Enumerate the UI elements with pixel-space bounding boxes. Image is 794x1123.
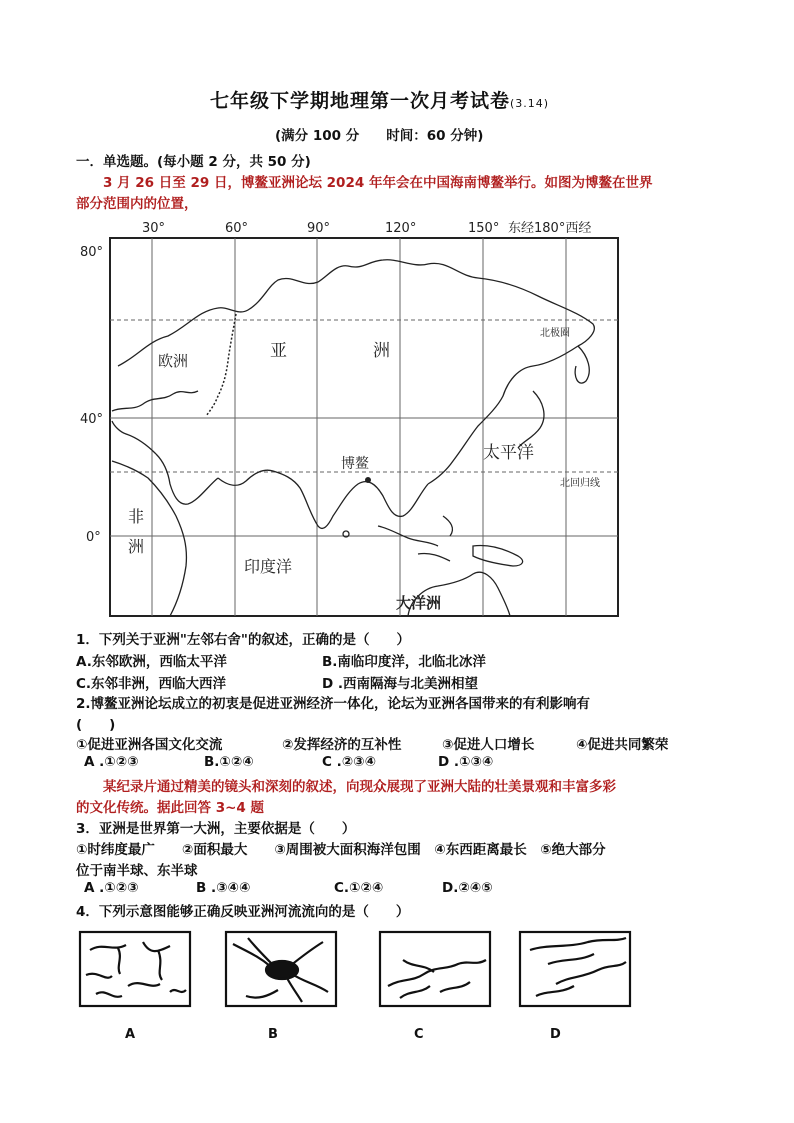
intro2-text-1: 某纪录片通过精美的镜头和深刻的叙述，向现众展现了亚洲大陆的壮美景观和丰富多彩 bbox=[76, 779, 616, 795]
q2-option-d[interactable]: D .①③④ bbox=[438, 754, 494, 770]
q1-option-a[interactable]: A.东邻欧洲，西临太平洋 bbox=[76, 654, 227, 670]
intro2-text-2: 的文化传统。据此回答 3~4 题 bbox=[76, 800, 264, 816]
q3-option-c[interactable]: C.①②④ bbox=[334, 880, 384, 896]
diagram-label-a[interactable]: A bbox=[125, 1027, 136, 1042]
boao-marker bbox=[365, 477, 371, 483]
label-africa-1: 非 bbox=[128, 507, 145, 526]
question-1-stem: 1．下列关于亚洲"左邻右舍"的叙述，正确的是（ ） bbox=[76, 632, 410, 648]
diagram-a-frame bbox=[80, 932, 190, 1006]
diagram-label-c[interactable]: C bbox=[414, 1027, 424, 1042]
q2-option-b[interactable]: B.①②④ bbox=[204, 754, 254, 770]
q2-item: ④促进共同繁荣 bbox=[576, 737, 669, 753]
lon-label: 120° bbox=[385, 221, 417, 236]
question-2-stem-cont: ( ) bbox=[76, 717, 116, 733]
label-africa-2: 洲 bbox=[128, 537, 145, 556]
q2-option-c[interactable]: C .②③④ bbox=[322, 754, 377, 770]
q1-option-d[interactable]: D .西南隔海与北美洲相望 bbox=[322, 676, 479, 692]
exam-meta: (满分 100 分 时间：60 分钟) bbox=[275, 128, 484, 144]
page-title bbox=[210, 86, 549, 113]
lon-label: 90° bbox=[307, 221, 331, 236]
question-4-stem: 4．下列示意图能够正确反映亚洲河流流向的是（ ） bbox=[76, 904, 410, 920]
intro-text-1: 3 月 26 日至 29 日，博鳌亚洲论坛 2024 年年会在中国海南博鳌举行。如图为博鳌在世界 bbox=[76, 175, 653, 191]
label-asia-2: 洲 bbox=[373, 341, 390, 361]
q3-items-line2: 位于南半球、东半球 bbox=[76, 863, 198, 879]
intro-text-2: 部分范围内的位置， bbox=[76, 196, 198, 212]
lon-label: 东经180°西经 bbox=[508, 221, 592, 236]
question-3-stem: 3．亚洲是世界第一大洲，主要依据是（ ） bbox=[76, 821, 356, 837]
q2-item: ②发挥经济的互补性 bbox=[282, 737, 402, 753]
diagram-label-b[interactable]: B bbox=[268, 1027, 278, 1042]
q2-option-a[interactable]: A .①②③ bbox=[84, 754, 139, 770]
river-diagrams bbox=[78, 930, 638, 1010]
lat-label: 0° bbox=[86, 530, 101, 545]
q3-option-a[interactable]: A .①②③ bbox=[84, 880, 139, 896]
lon-label: 150° bbox=[468, 221, 500, 236]
q1-option-c[interactable]: C.东邻非洲，西临大西洋 bbox=[76, 676, 227, 692]
question-2-stem: 2.博鳌亚洲论坛成立的初衷是促进亚洲经济一体化，论坛为亚洲各国带来的有利影响有 bbox=[76, 696, 591, 712]
q1-option-b[interactable]: B.南临印度洋，北临北冰洋 bbox=[322, 654, 486, 670]
lon-label: 60° bbox=[225, 221, 249, 236]
label-arctic-circle: 北极圈 bbox=[540, 328, 570, 339]
q2-item: ①促进亚洲各国文化交流 bbox=[76, 737, 223, 753]
label-oceania: 大洋洲 bbox=[396, 594, 442, 612]
lon-label: 30° bbox=[142, 221, 166, 236]
label-europe: 欧洲 bbox=[158, 352, 189, 370]
label-pacific: 太平洋 bbox=[483, 443, 534, 463]
q3-option-b[interactable]: B .③④④ bbox=[196, 880, 251, 896]
q2-item: ③促进人口增长 bbox=[442, 737, 535, 753]
title-text: 七年级下学期地理第一次月考试卷 bbox=[210, 90, 511, 112]
label-asia-1: 亚 bbox=[270, 341, 287, 361]
map-svg bbox=[78, 216, 626, 620]
diagram-label-d[interactable]: D bbox=[550, 1027, 561, 1042]
lat-label: 80° bbox=[80, 245, 104, 260]
lat-label: 40° bbox=[80, 412, 104, 427]
title-date: (3.14) bbox=[510, 97, 550, 110]
label-boao: 博鳌 bbox=[341, 456, 369, 472]
section-heading: 一．单选题。(每小题 2 分，共 50 分) bbox=[76, 154, 311, 170]
label-tropic-cancer: 北回归线 bbox=[560, 478, 600, 489]
label-indian-ocean: 印度洋 bbox=[244, 557, 293, 576]
q3-option-d[interactable]: D.②④⑤ bbox=[442, 880, 493, 896]
asia-map bbox=[78, 216, 626, 620]
q3-items-line1: ①时纬度最广 ②面积最大 ③周围被大面积海洋包围 ④东西距离最长 ⑤绝大部分 bbox=[76, 842, 606, 858]
